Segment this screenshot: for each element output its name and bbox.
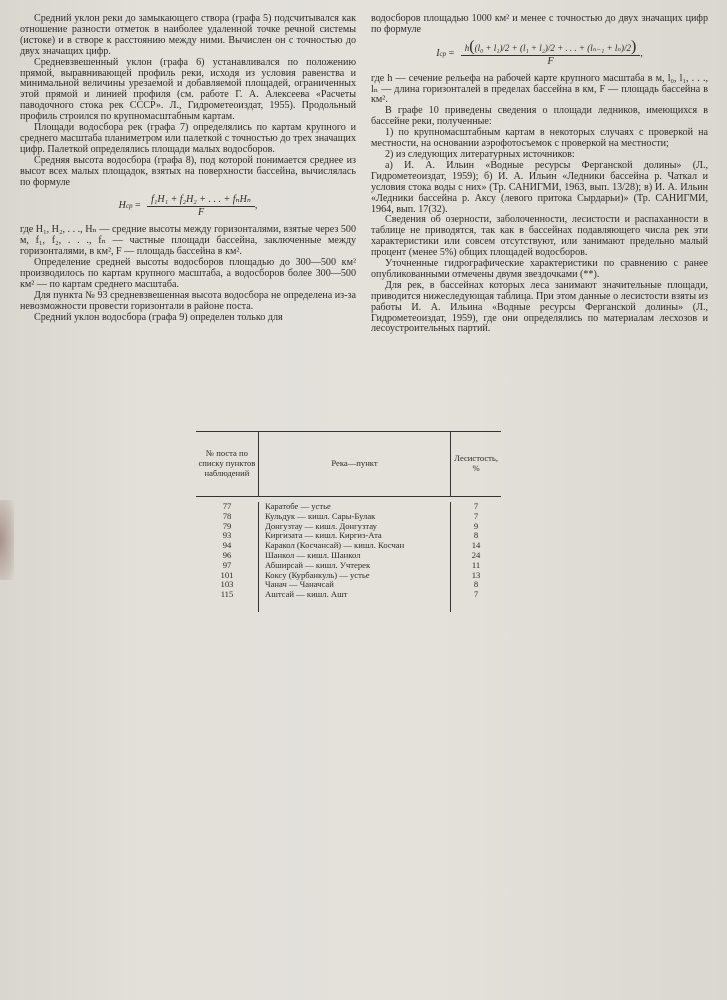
cell-post-number: 79 (222, 520, 232, 531)
paragraph: где H₁, H₂, . . ., Hₙ — средние высоты между горизонталями, взятые через 500 м, f₁, f₂, . . ., fₙ — частные площади бассейна, заключенные между горизонталями, в км², F — площадь бассейна в км². (20, 224, 356, 258)
formula-fraction (147, 195, 255, 220)
paragraph: Средний уклон водосбора (графа 9) определен только для (34, 311, 283, 323)
formula-denominator: F (197, 207, 205, 219)
column-forest-cover (451, 502, 501, 612)
cell-forest-cover: 24 (471, 549, 481, 560)
cell-river-point: Чанач — Чаначсай (265, 579, 334, 590)
cell-post-number: 93 (222, 530, 232, 541)
left-column (20, 14, 356, 323)
cell-post-number: 97 (222, 559, 232, 570)
cell-river-point: Каракол (Косчансай) — кишл. Косчан (265, 540, 405, 551)
formula-numerator (461, 37, 641, 56)
formula-lhs: H (118, 200, 126, 212)
right-column (371, 14, 708, 335)
formula-eq: = (132, 200, 144, 212)
cell-forest-cover: 9 (473, 520, 479, 531)
forest-cover-table (196, 431, 501, 612)
cell-post-number: 78 (222, 510, 232, 521)
cell-forest-cover: 11 (471, 559, 481, 570)
formula-h: h (464, 42, 470, 53)
cell-post-number: 77 (222, 501, 232, 511)
cell-forest-cover: 8 (473, 579, 479, 590)
paragraph: Для рек, в бассейнах которых леса занимают значительные площади, приводится нижеследующая таблица. При этом данные о лесистости взяты из работы И. А. Ильина «Водные ресурсы Ферганской долины» (Л., Гидрометеоиздат, 1959), где они определялись по материалам лесхозов и лесоустроительных партий. (371, 279, 708, 335)
cell-river-point: Коксу (Курбанкуль) — устье (265, 569, 370, 580)
formula-eq: = (446, 48, 457, 60)
paragraph: Площади водосбора рек (графа 7) определялись по картам крупного и среднего масштаба планиметром или палеткой с точностью до трех значащих цифр. Палеткой определялись площади малых водосборов. (20, 122, 356, 155)
paragraph: Средняя высота водосбора (графа 8), под которой понимается среднее из высот всех малых площадок, взятых на поверхности бассейна, вычислялась по формуле (20, 154, 356, 188)
formula-denominator: F (547, 55, 554, 67)
paragraph: где h — сечение рельефа на рабочей карте крупного масштаба в м, l₀, l₁, . . ., lₙ — длина горизонталей в пределах бассейна в км, F — площадь бассейна в км². (371, 72, 708, 106)
cell-river-point: Киргизата — кишл. Киргиз-Ата (265, 530, 382, 541)
paragraph: Средневзвешенный уклон (графа 6) устанавливался по положению прямой, выравнивающей профиль реки, исходя из условия равенства и минимальной величины урезаемой и добавляемой площадей, ограниченных этой прямой и линией профиля (см. работе Г. А. Алексеева «Расчеты паводочного стока рек СССР». Л., Гидрометеоиздат, 1955). Продольный профиль строился по крупномасштабным картам. (20, 56, 356, 123)
paragraph: Сведения об озерности, заболоченности, лесистости и распаханности в таблице не приводятся, так как в бассейнах подавляющего числа рек эти характеристики или совсем отсутствуют, или занимают предельно малый процент (менее 5%) общих площадей водосборов. (371, 214, 708, 259)
cell-river-point: Кульдук — кишл. Сары-Булак (265, 510, 376, 521)
paragraph: Средний уклон реки до замыкающего створа (графа 5) подсчитывался как отношение разности отметок в наиболее удаленной точке речной системы (истоке) и в створе к расстоянию между ними. Вычислен он с точностью до двух значащих цифр. (20, 13, 356, 57)
formula-lhs-sub: ср (125, 202, 133, 211)
cell-river-point: Донгузтау — кишл. Донгузтау (265, 520, 377, 531)
paren-open: ( (469, 37, 475, 55)
paragraph: Уточненные гидрографические характеристики по сравнению с ранее опубликованными отмечены двумя звездочками (**). (371, 258, 708, 280)
cell-river-point: Абширсай — кишл. Учтерек (265, 559, 371, 570)
formula-numerator: f₁H₁ + f₂H₂ + . . . + fₙHₙ (147, 195, 255, 208)
formula-tail: , (254, 200, 258, 212)
cell-post-number: 103 (220, 579, 234, 590)
cell-river-point: Каратобе — устье (265, 501, 331, 511)
cell-post-number: 115 (220, 589, 234, 600)
formula-mean-height (20, 195, 356, 220)
formula-lhs: I (436, 48, 440, 60)
table-body (196, 497, 501, 612)
cell-post-number: 96 (222, 549, 232, 560)
header-river-point: Река—пункт (259, 432, 451, 496)
column-river-points (259, 502, 451, 612)
cell-forest-cover: 7 (473, 501, 479, 511)
paragraph: 1) по крупномасштабным картам в некоторых случаях с проверкой на местности, на основании аэрофотосъемок с проверкой на местности; (371, 127, 708, 150)
table-header (196, 432, 501, 497)
cell-river-point: Аштсай — кишл. Ашт (265, 589, 348, 600)
header-forest-cover: Лесистость, % (454, 453, 498, 473)
formula-terms: (l₀ + l₁)/2 + (l₁ + l₂)/2 + . . . + (lₙ₋₁ + lₙ)/2 (474, 42, 631, 53)
cell-river-point: Шанкол — кишл. Шанкол (265, 549, 361, 560)
cell-forest-cover: 14 (471, 540, 481, 551)
cell-post-number: 101 (220, 569, 234, 580)
paragraph: 2) из следующих литературных источников: (385, 148, 575, 160)
paragraph: водосборов площадью 1000 км² и менее с точностью до двух значащих цифр по формуле (371, 13, 708, 35)
formula-fraction (461, 37, 641, 68)
formula-tail: , (640, 48, 643, 60)
formula-mean-slope (371, 37, 708, 68)
finger-shadow (0, 500, 14, 580)
header-post-number: № поста по списку пунктов наблюдений (196, 432, 259, 496)
cell-forest-cover: 8 (473, 530, 479, 541)
formula-lhs-sub: ср (439, 50, 447, 59)
column-post-numbers (196, 502, 259, 612)
cell-post-number: 94 (222, 540, 232, 551)
cell-forest-cover: 7 (473, 510, 479, 521)
paragraph: Для пункта № 93 средневзвешенная высота водосбора не определена из-за невозможности провести горизонтали в районе поста. (20, 289, 356, 312)
cell-forest-cover: 7 (473, 589, 479, 600)
paragraph: а) И. А. Ильин «Водные ресурсы Ферганской долины» (Л., Гидрометеоиздат, 1959); б) И. А. Ильин «Ледники бассейна р. Чаткал и условия стока воды с них» (Тр. САНИГМИ, 1963, вып. 13/28); в) И. А. Ильин «Ледники бассейна р. Аксу (левого притока Сырдарьи)» (Тр. САНИГМИ, 1964, вып. 17(32). (371, 159, 708, 215)
paren-close: ) (630, 37, 637, 55)
cell-forest-cover: 13 (471, 569, 481, 580)
paragraph: Определение средней высоты водосборов площадью до 300—500 км² производилось по картам крупного масштаба, а водосборов более 300—500 км² — по картам среднего масштаба. (20, 257, 356, 290)
paragraph: В графе 10 приведены сведения о площади ледников, имеющихся в бассейне реки, полученные: (371, 105, 708, 128)
